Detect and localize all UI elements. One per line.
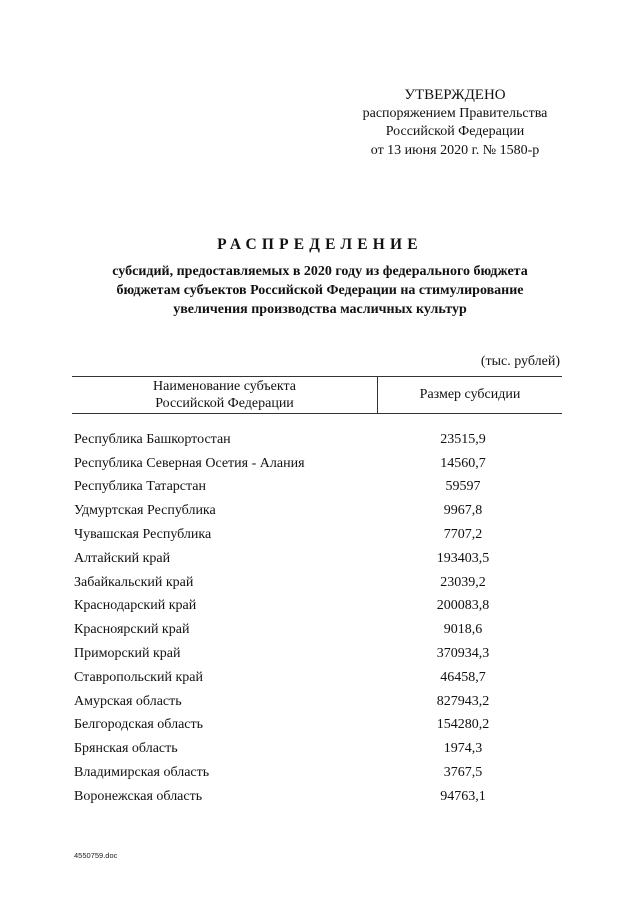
row-subject-name: Амурская область [74, 693, 182, 709]
row-subject-name: Республика Башкортостан [74, 431, 231, 447]
table-row [74, 666, 560, 690]
row-subsidy-value: 9018,6 [443, 622, 483, 638]
row-subject-name: Алтайский край [74, 550, 171, 566]
row-subject-name: Республика Татарстан [74, 479, 207, 495]
table-row [74, 595, 560, 619]
row-subsidy-value: 154280,2 [436, 717, 490, 733]
row-subject-name: Республика Северная Осетия - Алания [74, 455, 305, 471]
table-row [74, 618, 560, 642]
header-subsidy-amount: Размер субсидии [419, 387, 521, 402]
row-subsidy-value: 193403,5 [436, 550, 490, 566]
table-row [74, 499, 560, 523]
subtitle-line-3: увеличения производства масличных культур [173, 302, 467, 317]
row-subsidy-value: 9967,8 [443, 503, 483, 519]
table-row [74, 714, 560, 738]
table-row [74, 523, 560, 547]
table-row [74, 571, 560, 595]
subtitle-line-2: бюджетам субъектов Российской Федерации на стимулирование [116, 283, 524, 298]
header-subject-name [72, 377, 378, 413]
row-subject-name: Белгородская область [74, 717, 204, 733]
table-row [74, 761, 560, 785]
table-row [74, 476, 560, 500]
document-title: РАСПРЕДЕЛЕНИЕ [217, 236, 423, 253]
table-row [74, 785, 560, 809]
units-label: (тыс. рублей) [480, 354, 560, 369]
subtitle-line-1: субсидий, предоставляемых в 2020 году из федерального бюджета [112, 264, 528, 279]
row-subject-name: Воронежская область [74, 788, 203, 804]
row-subsidy-value: 14560,7 [440, 455, 486, 471]
table-body [74, 428, 560, 809]
row-subject-name: Забайкальский край [74, 574, 194, 590]
row-subsidy-value: 7707,2 [443, 527, 483, 543]
row-subsidy-value: 370934,3 [436, 646, 490, 662]
approval-line-2: Российской Федерации [385, 124, 525, 139]
row-subsidy-value: 94763,1 [440, 788, 486, 804]
row-subject-name: Удмуртская Республика [74, 503, 216, 519]
table-row [74, 547, 560, 571]
row-subsidy-value: 46458,7 [440, 669, 486, 685]
row-subject-name: Чувашская Республика [74, 527, 212, 543]
row-subsidy-value: 23039,2 [440, 574, 486, 590]
row-subsidy-value: 1974,3 [443, 741, 483, 757]
table-row [74, 452, 560, 476]
row-subject-name: Брянская область [74, 741, 178, 757]
header-subject-line-1: Наименование субъекта [153, 379, 296, 394]
row-subsidy-value: 200083,8 [436, 598, 490, 614]
row-subject-name: Красноярский край [74, 622, 190, 638]
table-row [74, 737, 560, 761]
table-header [72, 376, 562, 414]
table-row [74, 642, 560, 666]
approval-line-1: распоряжением Правительства [362, 105, 548, 121]
document-subtitle [60, 262, 580, 319]
approval-block [340, 86, 570, 160]
row-subject-name: Ставропольский край [74, 669, 203, 685]
row-subsidy-value: 59597 [445, 479, 481, 495]
header-subject-line-2: Российской Федерации [155, 395, 294, 411]
approval-heading: УТВЕРЖДЕНО [404, 87, 506, 103]
row-subject-name: Приморский край [74, 646, 181, 662]
row-subsidy-value: 23515,9 [440, 431, 486, 447]
footer-file-code: 4550759.doc [74, 851, 118, 860]
table-row [74, 690, 560, 714]
row-subsidy-value: 827943,2 [436, 693, 490, 709]
row-subsidy-value: 3767,5 [443, 765, 483, 781]
approval-line-3: от 13 июня 2020 г. № 1580-р [370, 142, 540, 158]
table-row [74, 428, 560, 452]
row-subject-name: Владимирская область [74, 765, 210, 781]
row-subject-name: Краснодарский край [74, 598, 197, 614]
